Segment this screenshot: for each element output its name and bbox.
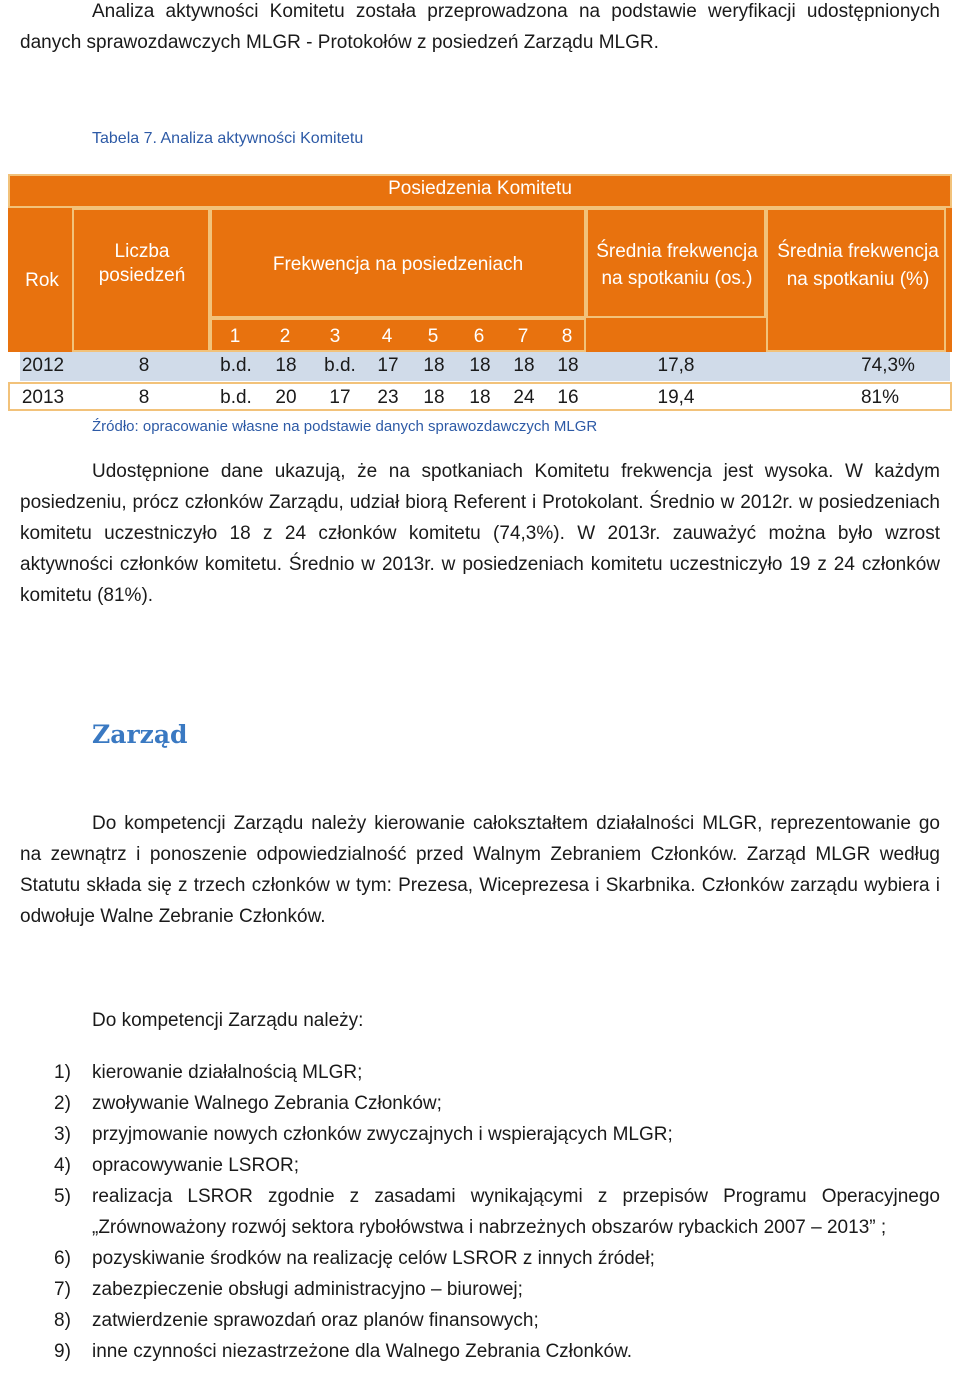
list-item: [20, 1088, 940, 1119]
list-text: realizacja LSROR zgodnie z zasadami wynikającymi z przepisów Programu Operacyjnego „Zrównoważony rozwój sektora rybołówstwa i nabrzeżnych obszarów rybackich 2007 – 2013” ;: [92, 1186, 940, 1238]
list-header: Do kompetencji Zarządu należy:: [92, 1010, 364, 1031]
cell-meeting: 16: [557, 387, 579, 408]
cell-meeting: b.d.: [220, 387, 252, 408]
cell-avg: 19,4: [657, 387, 695, 408]
table-source: Źródło: opracowanie własne na podstawie danych sprawozdawczych MLGR: [92, 418, 598, 435]
cell-count: 8: [138, 355, 150, 376]
cell-meeting: 20: [275, 387, 297, 408]
list-number: 9): [54, 1341, 71, 1362]
analysis-paragraph: Udostępnione dane ukazują, że na spotkaniach Komitetu frekwencja jest wysoka. W każdym posiedzeniu, prócz członków Zarządu, udział biorą Referent i Protokolant. Średnio w 2012r. w posiedzeniach komitetu uczestniczyło 18 z 24 członków komitetu (74,3%). W 2013r. zauważyć można było wzrost aktywności członków komitetu. Średnio w 2013r. w posiedzeniach komitetu uczestniczyło 19 z 24 członków komitetu (81%).: [20, 461, 940, 606]
board-paragraph: Do kompetencji Zarządu należy kierowanie całokształtem działalności MLGR, reprezentowanie go na zewnątrz i ponoszenie odpowiedzialność przed Walnym Zebraniem Członków. Zarząd MLGR według Statutu składa się z trzech członków w tym: Prezesa, Wiceprezesa i Skarbnika. Członków zarządu wybiera i odwołuje Walne Zebranie Członków.: [20, 813, 940, 927]
list-item: [20, 1119, 940, 1150]
cell-meeting: 18: [423, 355, 445, 376]
cell-meeting: 17: [329, 387, 351, 408]
cell-meeting: 18: [513, 355, 535, 376]
list-text: inne czynności niezastrzeżone dla Walnego Zebrania Członków.: [92, 1341, 633, 1362]
table-row: [8, 382, 952, 411]
meeting-number: 8: [561, 326, 573, 347]
list-text: kierowanie działalnością MLGR;: [92, 1062, 363, 1083]
list-text: przyjmowanie nowych członków zwyczajnych i wspierających MLGR;: [92, 1124, 673, 1145]
cell-year: 2013: [21, 387, 65, 408]
cell-count: 8: [138, 387, 150, 408]
list-text: zatwierdzenie sprawozdań oraz planów finansowych;: [92, 1310, 539, 1331]
list-number: 2): [54, 1093, 71, 1114]
cell-meeting: 18: [557, 355, 579, 376]
col-header-srednia-os: Średnia frekwencja na spotkaniu (os.): [596, 241, 758, 289]
cell-meeting: 18: [469, 387, 491, 408]
cell-meeting: 18: [469, 355, 491, 376]
list-item: [20, 1336, 940, 1367]
cell-meeting: 24: [513, 387, 535, 408]
list-number: 8): [54, 1310, 71, 1331]
meeting-number: 1: [229, 326, 241, 347]
list-text: pozyskiwanie środków na realizację celów LSROR z innych źródeł;: [92, 1248, 655, 1269]
cell-meeting: 23: [377, 387, 399, 408]
list-text: zabezpieczenie obsługi administracyjno – biurowej;: [92, 1279, 523, 1300]
list-text: opracowywanie LSROR;: [92, 1155, 299, 1176]
list-number: 3): [54, 1124, 71, 1145]
meeting-number: 3: [329, 326, 341, 347]
col-header-rok: Rok: [25, 270, 59, 291]
table-caption: Tabela 7. Analiza aktywności Komitetu: [92, 130, 364, 147]
list-number: 1): [54, 1062, 71, 1083]
list-item: [20, 1243, 940, 1274]
meeting-number: 5: [427, 326, 439, 347]
cell-meeting: 18: [423, 387, 445, 408]
col-header-srednia-pct: Średnia frekwencja na spotkaniu (%): [777, 241, 939, 290]
list-number: 6): [54, 1248, 71, 1269]
cell-pct: 74,3%: [861, 355, 915, 376]
section-heading: Zarząd: [92, 720, 188, 749]
activity-table: [0, 170, 960, 413]
cell-pct: 81%: [860, 387, 900, 408]
list-item: [20, 1057, 940, 1088]
cell-meeting: 18: [275, 355, 297, 376]
group-header: Posiedzenia Komitetu: [388, 178, 572, 199]
cell-avg: 17,8: [657, 355, 695, 376]
cell-meeting: b.d.: [220, 355, 252, 376]
meeting-number: 4: [381, 326, 393, 347]
meeting-number: 2: [279, 326, 291, 347]
list-item: [20, 1181, 940, 1243]
list-number: 7): [54, 1279, 71, 1300]
cell-meeting: 17: [377, 355, 399, 376]
cell-year: 2012: [21, 355, 65, 376]
list-item: [20, 1150, 940, 1181]
list-number: 4): [54, 1155, 71, 1176]
meeting-number: 7: [517, 326, 529, 347]
intro-paragraph: Analiza aktywności Komitetu została przeprowadzona na podstawie weryfikacji udostępnionych danych sprawozdawczych MLGR - Protokołów z posiedzeń Zarządu MLGR.: [20, 1, 940, 53]
col-header-liczba: Liczba posiedzeń: [98, 241, 186, 286]
cell-meeting: b.d.: [324, 355, 356, 376]
competence-list: [20, 1057, 940, 1367]
list-item: [20, 1274, 940, 1305]
list-number: 5): [54, 1186, 71, 1207]
meeting-number: 6: [473, 326, 485, 347]
list-item: [20, 1305, 940, 1336]
col-header-frekwencja: Frekwencja na posiedzeniach: [272, 254, 524, 275]
table-row: [20, 352, 950, 381]
list-text: zwoływanie Walnego Zebrania Członków;: [92, 1093, 442, 1114]
